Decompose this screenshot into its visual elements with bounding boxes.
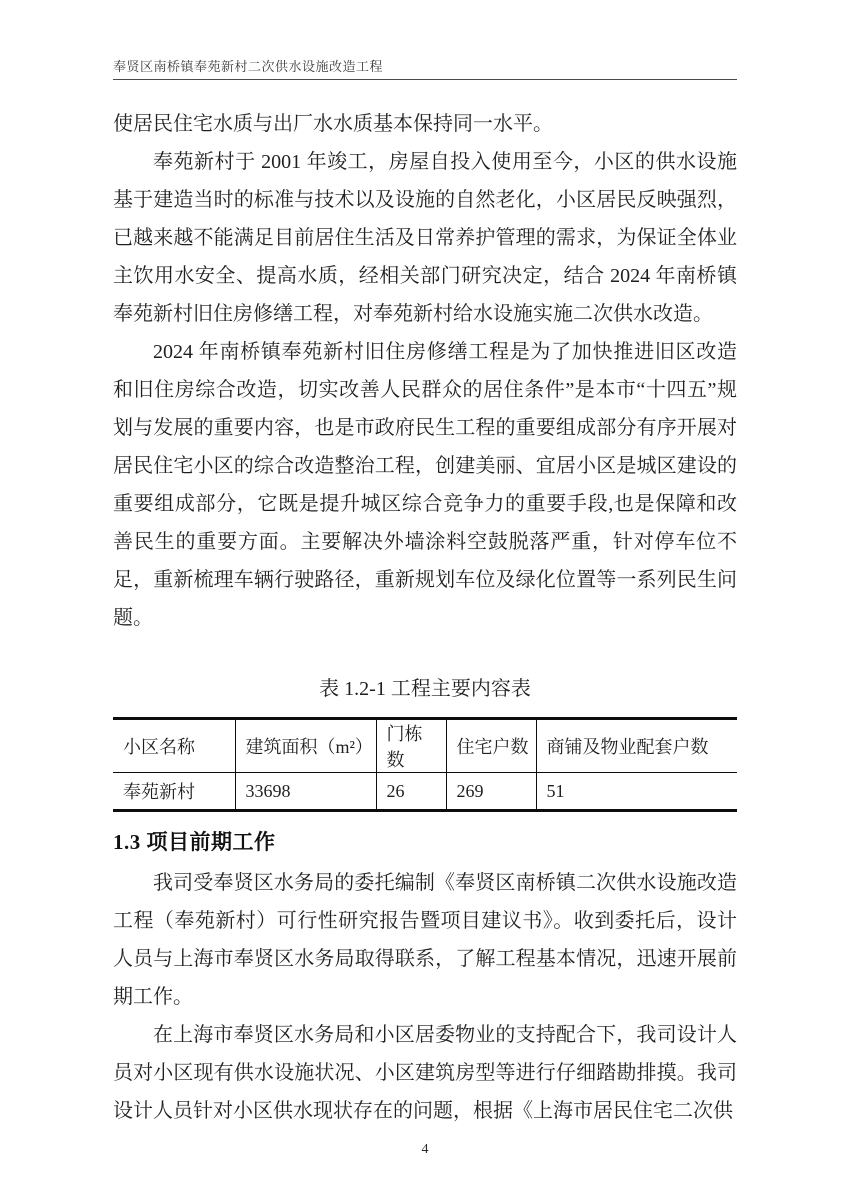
cell-building-area: 33698 <box>235 773 376 811</box>
table-header-row <box>113 719 737 773</box>
page-content <box>113 0 737 1158</box>
paragraph-site-survey: 在上海市奉贤区水务局和小区居委物业的支持配合下，我司设计人员对小区现有供水设施状况、小区建筑房型等进行仔细踏勘排摸。我司设计人员针对小区供水现状存在的问题，根据《上海市居民住宅二次供 <box>113 1024 737 1122</box>
paragraph-renovation-program: 2024 年南桥镇奉苑新村旧住房修缮工程是为了加快推进旧区改造和旧住房综合改造，切实改善人民群众的居住条件”是本市“十四五”规划与发展的重要内容，也是市政府民生工程的重要组成部分有序开展对居民住宅小区的综合改造整治工程，创建美丽、宜居小区是城区建设的重要组成部分，它既是提升城区综合竞争力的重要手段,也是保障和改善民生的重要方面。主要解决外墙涂料空鼓脱落严重，针对停车位不足，重新梳理车辆行驶路径，重新规划车位及绿化位置等一系列民生问题。 <box>113 341 737 629</box>
section-1-3-paragraphs <box>113 864 737 1130</box>
project-content-table <box>113 717 737 812</box>
cell-community-name: 奉苑新村 <box>113 773 235 811</box>
col-header-entrance-count: 门栋数 <box>376 719 446 773</box>
running-header-title: 奉贤区南桥镇奉苑新村二次供水设施改造工程 <box>113 59 384 74</box>
col-header-household-count: 住宅户数 <box>446 719 536 773</box>
section-heading-1-3: 1.3 项目前期工作 <box>113 830 276 854</box>
paragraph-commission: 我司受奉贤区水务局的委托编制《奉贤区南桥镇二次供水设施改造工程（奉苑新村）可行性研究报告暨项目建议书》。收到委托后，设计人员与上海市奉贤区水务局取得联系，了解工程基本情况，迅速开展前期工作。 <box>113 872 737 1008</box>
cell-entrance-count: 26 <box>376 773 446 811</box>
col-header-building-area: 建筑面积（m²） <box>235 719 376 773</box>
table-caption: 表 1.2-1 工程主要内容表 <box>319 678 531 700</box>
body-paragraphs <box>113 105 737 637</box>
paragraph-continuation: 使居民住宅水质与出厂水水质基本保持同一水平。 <box>113 113 553 135</box>
col-header-shop-property-count: 商铺及物业配套户数 <box>536 719 737 773</box>
paragraph-community-history: 奉苑新村于 2001 年竣工，房屋自投入使用至今，小区的供水设施基于建造当时的标准与技术以及设施的自然老化，小区居民反映强烈，已越来越不能满足目前居住生活及日常养护管理的需求，为保证全体业主饮用水安全、提高水质，经相关部门研究决定，结合 2024 年南桥镇奉苑新村旧住房修缮工程，对奉苑新村给水设施实施二次供水改造。 <box>113 151 737 325</box>
running-header <box>113 0 737 80</box>
cell-household-count: 269 <box>446 773 536 811</box>
page-number: 4 <box>421 1142 429 1157</box>
cell-shop-property-count: 51 <box>546 780 565 801</box>
table-row <box>113 773 737 811</box>
col-header-community-name: 小区名称 <box>113 719 235 773</box>
